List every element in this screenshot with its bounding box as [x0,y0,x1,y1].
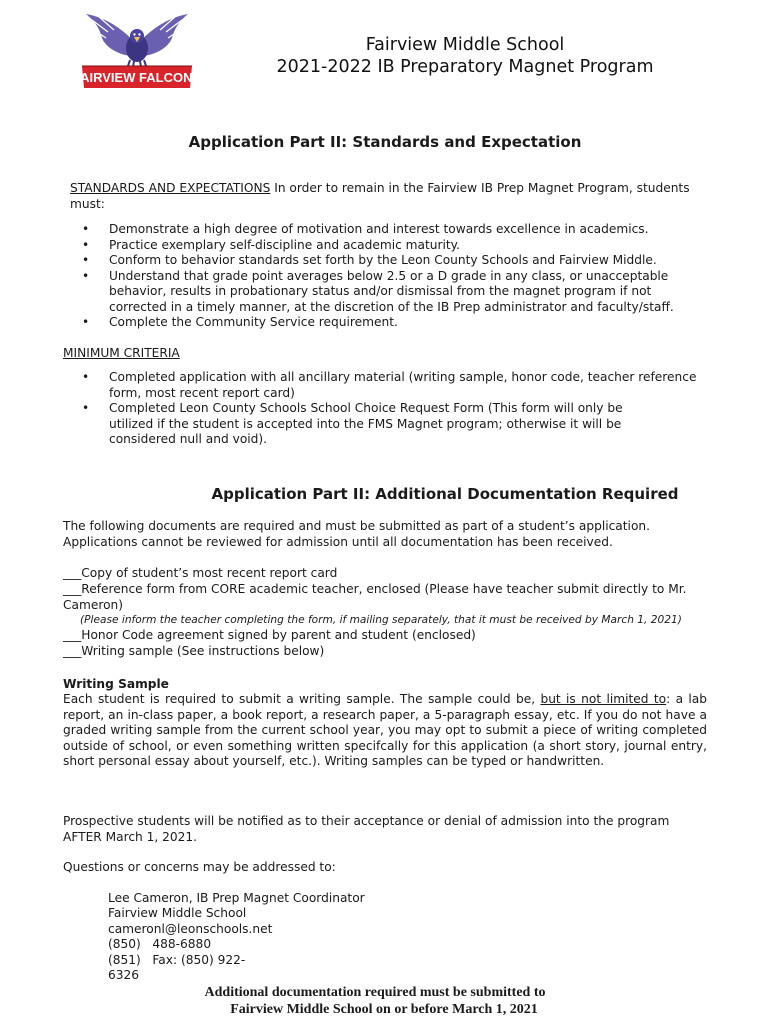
contact-fax-line2: 6326 [108,968,140,983]
checklist-item-writing-sample: ___Writing sample (See instructions below) [63,644,325,658]
list-item: • Understand that grade point averages below 2.5 or a D grade in any class, or unacceptable behavior, results in probationary status and/or dismissal from the magnet program if not corrected in a timely manner, at the discretion of the IB Prep administrator and faculty/staff. [82,269,694,316]
notification-text [63,814,743,845]
required-docs-checklist [63,565,743,659]
footer-line1: Additional documentation required must be submitted to [204,985,546,1000]
contact-email[interactable]: cameronl@leonschools.net [108,921,273,936]
contact-name: Lee Cameron, IB Prep Magnet Coordinator [108,891,365,905]
footer-line2: Fairview Middle School on or before March 1, 2021 [230,1002,538,1017]
questions-text: Questions or concerns may be addressed to: [63,860,336,874]
minimum-criteria-label: MINIMUM CRITERIA [63,346,180,360]
program-title: 2021-2022 IB Preparatory Magnet Program [276,57,654,77]
checklist-item-reference-form [63,581,743,613]
part2-docs-title: Application Part II: Additional Documentation Required [211,485,679,503]
docs-intro-line1: The following documents are required and must be submitted as part of a student’s application. [63,519,650,533]
checklist-item-report-card: ___Copy of student’s most recent report card [63,566,338,580]
list-item: • Completed application with all ancillary material (writing sample, honor code, teacher reference form, most recent report card) [82,370,718,401]
contact-fax-line1: (851) Fax: (850) 922- [108,952,246,967]
list-item: • Completed Leon County Schools School Choice Request Form (This form will only be utilized if the student is accepted into the FMS Magnet program; otherwise it will be considered null and void). [82,401,718,448]
writing-text-part1: Each student is required to submit a writing sample. The sample could be, [63,692,541,706]
notification-line1: Prospective students will be notified as to their acceptance or denial of admission into the program [63,814,670,828]
standards-intro [70,181,720,212]
writing-text-part2: : a lab report, an in-class paper, a book report, a research paper, a 5-paragraph essay, etc. If you do not have a graded writing sample from the current school year, you may opt to submit a piece of writing completed outside of school, or even something written specifcally for this application (a short story, journal entry, short personal essay about yourself, etc.). Writing samples can be typed or handwritten. [63,692,707,768]
notification-line2: AFTER March 1, 2021. [63,829,198,844]
docs-intro-line2: Applications cannot be reviewed for admission until all documentation has been received. [63,534,613,549]
standards-intro-line2: must: [70,196,105,211]
school-name: Fairview Middle School [365,35,565,55]
list-item: • Demonstrate a high degree of motivation and interest towards excellence in academics. [82,222,694,238]
list-item: • Complete the Community Service requirement. [82,315,694,331]
standards-list [82,222,694,331]
criteria-list [82,370,718,448]
reference-form-line1: ___Reference form from CORE academic teacher, enclosed (Please have teacher submit directly to Mr. [63,582,687,596]
contact-block [108,891,365,983]
falcon-mascot-icon [78,12,196,92]
footer-deadline [170,984,580,1018]
writing-sample-title: Writing Sample [63,677,169,691]
list-item: • Practice exemplary self-discipline and academic maturity. [82,238,694,254]
reference-form-line2: Cameron) [63,598,124,612]
writing-text-underlined: but is not limited to [540,692,667,706]
reference-form-note: (Please inform the teacher completing the form, if mailing separately, that it must be received by March 1, 2021) [80,614,682,626]
contact-phone: (850) 488-6880 [108,937,212,952]
writing-sample-text [63,692,707,770]
checklist-item-honor-code: ___Honor Code agreement signed by parent and student (enclosed) [63,628,476,642]
school-logo [78,12,196,92]
contact-school: Fairview Middle School [108,906,247,921]
standards-label: STANDARDS AND EXPECTATIONS [70,181,271,195]
logo-banner-text: FAIRVIEW FALCONS [78,70,196,85]
list-item: • Conform to behavior standards set forth by the Leon County Schools and Fairview Middle. [82,253,694,269]
part2-standards-title: Application Part II: Standards and Expectation [188,133,582,151]
standards-intro-line1: In order to remain in the Fairview IB Prep Magnet Program, students [270,181,690,195]
docs-intro [63,519,743,550]
